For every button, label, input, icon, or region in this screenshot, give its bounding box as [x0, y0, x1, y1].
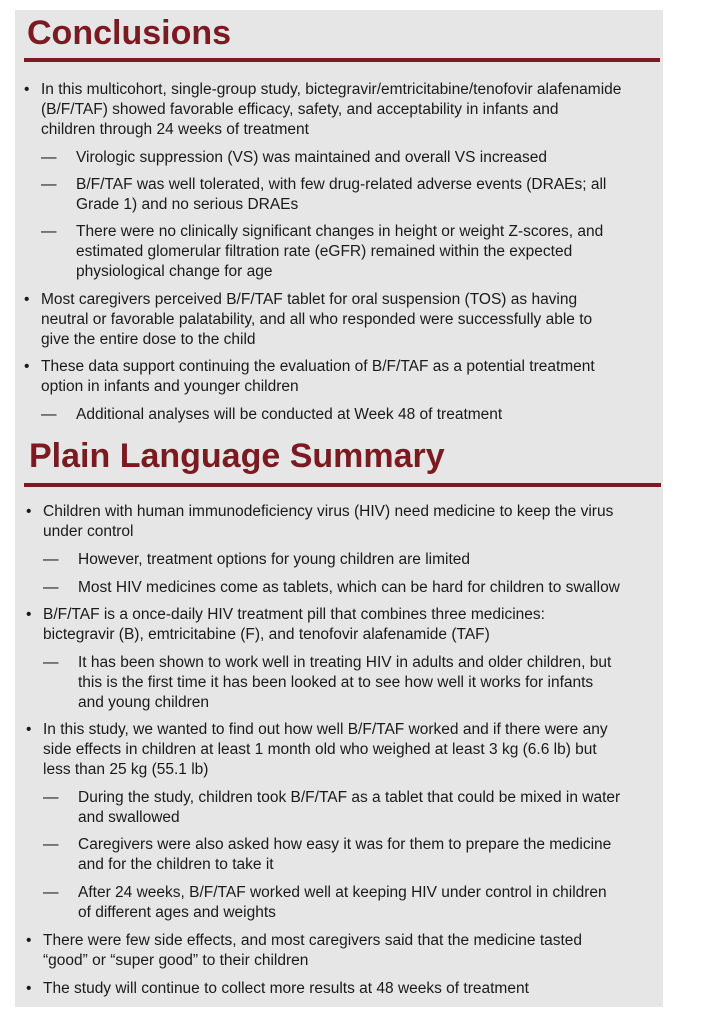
summary-subitem-6: — After 24 weeks, B/F/TAF worked well at keeping HIV under control in children of different ages and weights [78, 883, 607, 923]
summary-subitem-3: — It has been shown to work well in treating HIV in adults and older children, but this is the first time it has been looked at to see how well it works for infants and young children [78, 653, 611, 713]
conclusions-item-1: • In this multicohort, single-group study, bictegravir/emtricitabine/tenofovir alafenamide (B/F/TAF) showed favorable efficacy, safety, and acceptability in infants and children through 24 weeks of treatment [41, 80, 621, 140]
summary-heading: Plain Language Summary [29, 437, 445, 475]
conclusions-item-2: • Most caregivers perceived B/F/TAF tablet for oral suspension (TOS) as having neutral or favorable palatability, and all who responded were successfully able to give the entire dose to the child [41, 290, 592, 350]
conclusions-heading: Conclusions [27, 14, 232, 52]
conclusions-subitem-4: — Additional analyses will be conducted at Week 48 of treatment [76, 405, 502, 425]
summary-subitem-2: — Most HIV medicines come as tablets, which can be hard for children to swallow [78, 578, 620, 598]
conclusions-item-3: • These data support continuing the evaluation of B/F/TAF as a potential treatment option in infants and younger children [41, 357, 595, 397]
summary-rule [24, 483, 661, 487]
summary-subitem-4: — During the study, children took B/F/TAF as a tablet that could be mixed in water and swallowed [78, 788, 620, 828]
conclusions-subitem-2: — B/F/TAF was well tolerated, with few drug-related adverse events (DRAEs; all Grade 1) and no serious DRAEs [76, 175, 606, 215]
summary-item-1: • Children with human immunodeficiency virus (HIV) need medicine to keep the virus under control [43, 502, 613, 542]
conclusions-subitem-1: — Virologic suppression (VS) was maintained and overall VS increased [76, 148, 547, 168]
conclusions-subitem-3: — There were no clinically significant changes in height or weight Z-scores, and estimated glomerular filtration rate (eGFR) remained within the expected physiological change for age [76, 222, 603, 282]
conclusions-rule [24, 58, 660, 62]
summary-item-5: • The study will continue to collect more results at 48 weeks of treatment [43, 979, 529, 999]
summary-item-2: • B/F/TAF is a once-daily HIV treatment pill that combines three medicines: bictegravir (B), emtricitabine (F), and tenofovir alafenamide (TAF) [43, 605, 545, 645]
summary-item-3: • In this study, we wanted to find out how well B/F/TAF worked and if there were any side effects in children at least 1 month old who weighed at least 3 kg (6.6 lb) but less than 25 kg (55.1 lb) [43, 720, 608, 780]
summary-subitem-1: — However, treatment options for young children are limited [78, 550, 470, 570]
summary-subitem-5: — Caregivers were also asked how easy it was for them to prepare the medicine and for the children to take it [78, 835, 611, 875]
summary-item-4: • There were few side effects, and most caregivers said that the medicine tasted “good” or “super good” to their children [43, 931, 582, 971]
